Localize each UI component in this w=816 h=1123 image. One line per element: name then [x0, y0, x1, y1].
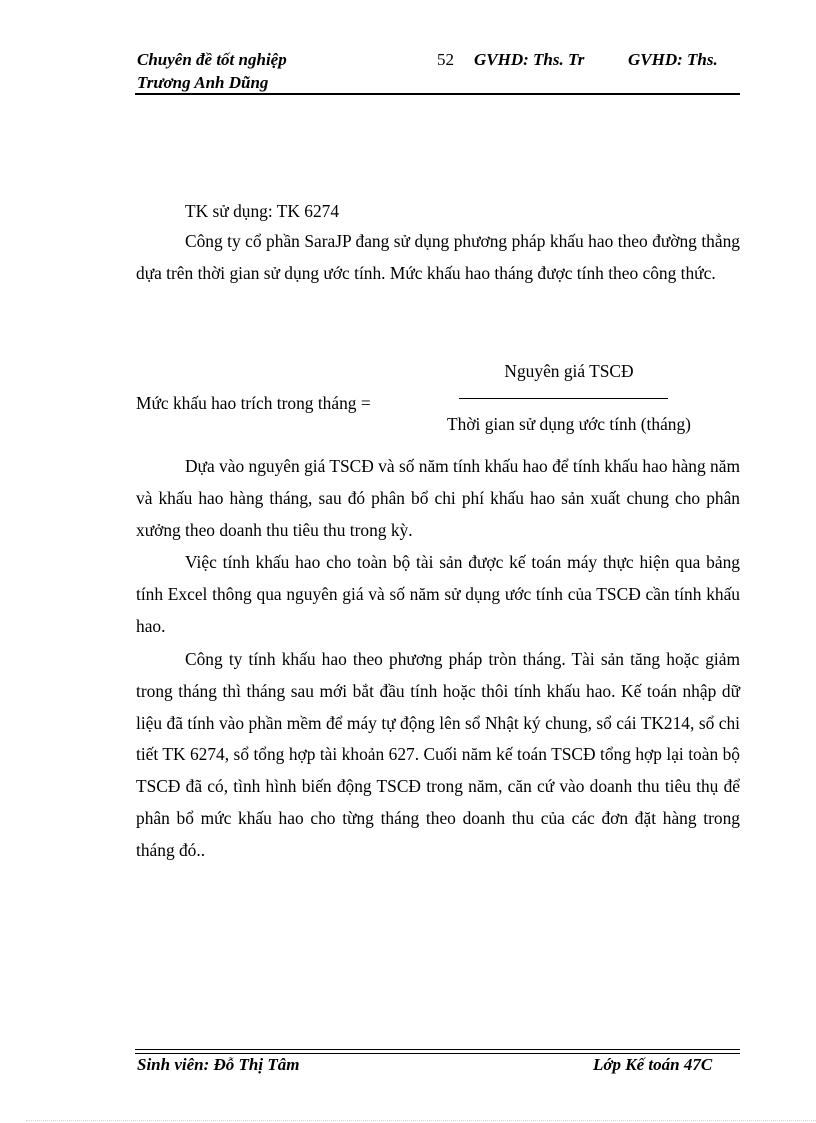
- paragraph-excel: Việc tính khấu hao cho toàn bộ tài sản được kế toán máy thực hiện qua bảng tính Excel thông qua nguyên giá và số năm sử dụng ước tính của TSCĐ cần tính khấu hao.: [136, 552, 740, 636]
- page-number: 52: [437, 50, 454, 69]
- footer-divider-bottom: [135, 1053, 740, 1054]
- header-divider: [135, 93, 740, 95]
- formula-label: Mức khấu hao trích trong tháng =: [136, 393, 371, 413]
- formula-numerator: Nguyên giá TSCĐ: [504, 361, 634, 381]
- paragraph-allocation: Dựa vào nguyên giá TSCĐ và số năm tính khấu hao để tính khấu hao hàng năm và khấu hao hàng tháng, sau đó phân bổ chi phí khấu hao sản xuất chung cho phân xưởng theo doanh thu tiêu thu trong kỳ.: [136, 456, 740, 540]
- class-name: Lớp Kế toán 47C: [593, 1055, 713, 1074]
- page-edge: [26, 1120, 816, 1121]
- paragraph-monthly: Công ty tính khấu hao theo phương pháp tròn tháng. Tài sản tăng hoặc giảm trong tháng thì tháng sau mới bắt đầu tính hoặc thôi tính khấu hao. Kế toán nhập dữ liệu đã tính vào phần mềm để máy tự động lên sổ Nhật ký chung, sổ cái TK214, sổ chi tiết TK 6274, sổ tổng hợp tài khoản 627. Cuối năm kế toán TSCĐ tổng hợp lại toàn bộ TSCĐ đã có, tình hình biến động TSCĐ trong năm, căn cứ vào doanh thu tiêu thụ để phân bổ mức khấu hao cho từng tháng theo doanh thu của các đơn đặt hàng trong tháng đó..: [136, 649, 740, 860]
- advisor-label-2: GVHD: Ths.: [628, 50, 718, 69]
- fraction-bar: [459, 398, 668, 399]
- account-line: TK sử dụng: TK 6274: [185, 201, 340, 221]
- author-name: Trương Anh Dũng: [137, 73, 269, 92]
- footer-divider-top: [135, 1049, 740, 1050]
- formula-denominator: Thời gian sử dụng ước tính (tháng): [447, 414, 691, 434]
- thesis-title: Chuyên đề tốt nghiệp: [137, 50, 287, 69]
- advisor-label-1: GVHD: Ths. Tr: [474, 50, 585, 69]
- student-name: Sinh viên: Đỗ Thị Tâm: [137, 1055, 300, 1074]
- paragraph-method: Công ty cổ phần SaraJP đang sử dụng phương pháp khấu hao theo đường thẳng dựa trên thời gian sử dụng ước tính. Mức khấu hao tháng được tính theo công thức.: [136, 231, 740, 283]
